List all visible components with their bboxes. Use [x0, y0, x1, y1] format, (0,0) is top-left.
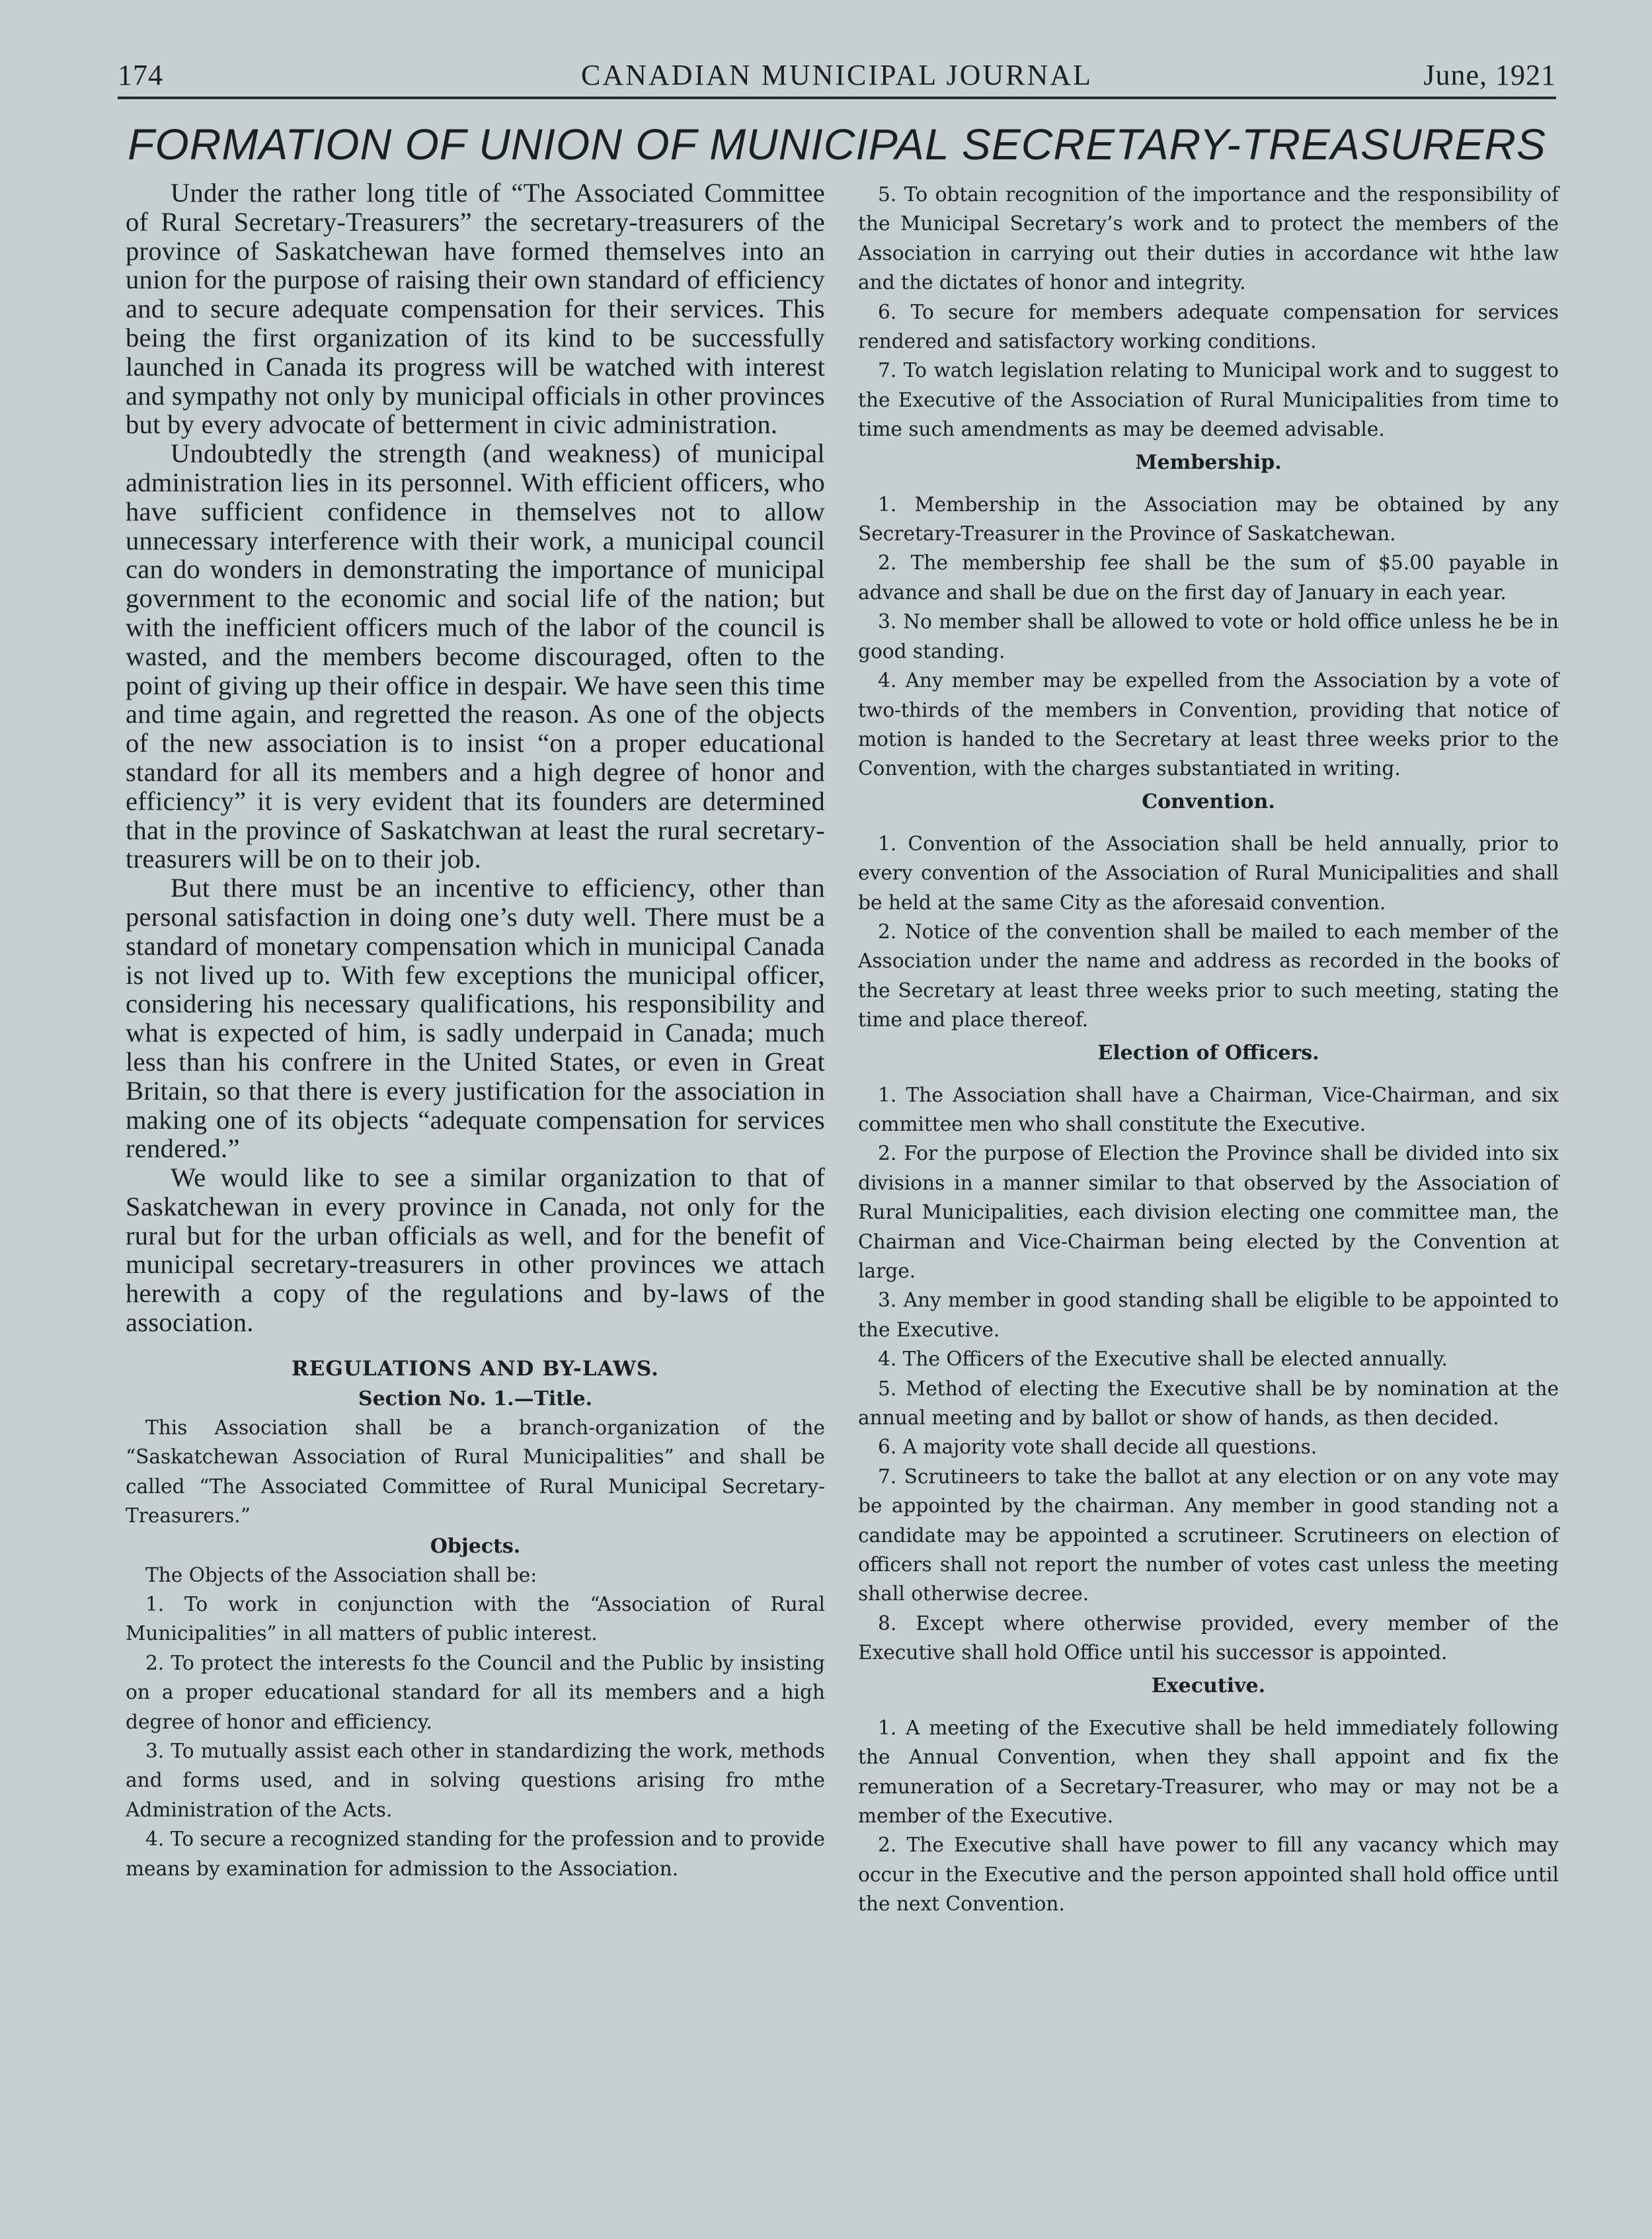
convention-item: 2. Notice of the convention shall be mailed to each member of the Association under the name and address as recorded in the books of the Secretary at least three weeks prior to such meeting, stating the time and place thereof. [858, 920, 1559, 1032]
header-rule [118, 97, 1556, 99]
object-item: 1. To work in conjunction with the “Association of Rural Municipalities” in all matters of public interest. [126, 1592, 825, 1645]
paragraph: Undoubtedly the strength (and weakness) of municipal administration lies in its personnel. With efficient officers, who have sufficient confidence in themselves not to allow unnecessary interference with their work, a municipal council can do wonders in demonstrating the importance of municipal government to the economic and social life of the nation; but with the inefficient officers much of the labor of the council is wasted, and the members become discouraged, often to the point of giving up their office in despair. We have seen this time and time again, and regretted the reason. As one of the objects of the new association is to insist “on a proper educational standard for all its members and a high degree of honor and efficiency” it is very evident that its founders are determined that in the province of Saskatchwan at least the rural secretary-treasurers will be on to their job. [126, 438, 825, 874]
page-number: 174 [118, 59, 163, 91]
executive-item: 1. A meeting of the Executive shall be held immediately following the Annual Convention, when they shall appoint and fix the remuneration of a Secretary-Treasurer, who may or may not be a member of the Executive. [858, 1716, 1559, 1827]
executive-heading: Executive. [1151, 1674, 1266, 1697]
paragraph: We would like to see a similar organization to that of Saskatchewan in every province in Canada, not only for the rural but for the urban officials as well, and for the benefit of municipal secretary-treasurers in other provinces we attach herewith a copy of the regulations and by-laws of the association. [126, 1162, 825, 1338]
executive-item: 2. The Executive shall have power to fill any vacancy which may occur in the Executive and the person appointed shall hold office until the next Convention. [858, 1834, 1559, 1916]
paragraph: But there must be an incentive to efficiency, other than personal satisfaction in doing one’s duty well. There must be a standard of monetary compensation which in municipal Canada is not lived up to. With few exceptions the municipal officer, considering his necessary qualifications, his responsibility and what is expected of him, is sadly underpaid in Canada; much less than his confrere in the United States, or even in Great Britain, so that there is every justification for the association in making one of its objects “adequate compensation for services rendered.” [126, 873, 825, 1164]
membership-item: 3. No member shall be allowed to vote or hold office unless he be in good standing. [858, 610, 1559, 663]
convention-item: 1. Convention of the Association shall be held annually, prior to every convention of the Association of Rural Municipalities and shall be held at the same City as the aforesaid convention. [858, 832, 1559, 914]
election-item: 5. Method of electing the Executive shall be by nomination at the annual meeting and by ballot or show of hands, as then decided. [858, 1377, 1559, 1430]
section-title: Section No. 1.—Title. [358, 1387, 593, 1410]
article-body [126, 179, 825, 1337]
object-item: 4. To secure a recognized standing for the profession and to provide means by examination for admission to the Association. [126, 1828, 825, 1880]
election-item: 7. Scrutineers to take the ballot at any election or on any vote may be appointed by the chairman. Any member in good standing not a candidate may be appointed a scrutineer. Scrutineers on election of officers shall not report the number of votes cast unless the meeting shall otherwise decree. [858, 1465, 1559, 1606]
objects-intro: The Objects of the Association shall be: [145, 1563, 537, 1586]
left-column [126, 179, 825, 1883]
regulations-section [126, 1357, 825, 1883]
election-item: 3. Any member in good standing shall be eligible to be appointed to the Executive. [858, 1289, 1559, 1341]
article-title: FORMATION OF UNION OF MUNICIPAL SECRETARY-TREASURERS [128, 120, 1546, 169]
object-item: 2. To protect the interests fo the Council and the Public by insisting on a proper educational standard for all its members and a high degree of honor and efficiency. [126, 1651, 825, 1733]
membership-heading: Membership. [1135, 450, 1282, 474]
election-item: 4. The Officers of the Executive shall be elected annually. [878, 1348, 1448, 1371]
election-item: 6. A majority vote shall decide all questions. [878, 1436, 1318, 1459]
right-column [858, 180, 1559, 1919]
section-text: This Association shall be a branch-organization of the “Saskatchewan Association of Rural Municipalities” and shall be called “The Associated Committee of Rural Municipal Secretary-Treasurers.” [126, 1416, 825, 1527]
paragraph: Under the rather long title of “The Associated Committee of Rural Secretary-Treasurers” the secretary-treasurers of the province of Saskatchewan have formed themselves into an union for the purpose of raising their own standard of efficiency and to secure adequate compensation for their services. This being the first organization of its kind to be successfully launched in Canada its progress will be watched with interest and sympathy not only by municipal officials in other provinces but by every advocate of betterment in civic administration. [126, 178, 825, 440]
journal-name: CANADIAN MUNICIPAL JOURNAL [581, 59, 1093, 91]
membership-item: 1. Membership in the Association may be obtained by any Secretary-Treasurer in the Province of Saskatchewan. [858, 493, 1559, 546]
election-item: 8. Except where otherwise provided, every member of the Executive shall hold Office until his successor is appointed. [858, 1611, 1559, 1664]
membership-item: 2. The membership fee shall be the sum of $5.00 payable in advance and shall be due on the first day of January in each year. [858, 551, 1559, 604]
object-item: 5. To obtain recognition of the importance and the responsibility of the Municipal Secretary’s work and to protect the members of the Association in carrying out their duties in accordance wit hthe law and the dictates of honor and integrity. [858, 183, 1559, 294]
election-heading: Election of Officers. [1097, 1041, 1319, 1065]
election-item: 2. For the purpose of Election the Province shall be divided into six divisions in a manner similar to that observed by the Association of Rural Municipalities, each division electing one committee man, the Chairman and Vice-Chairman being elected by the Convention at large. [858, 1142, 1559, 1282]
election-item: 1. The Association shall have a Chairman, Vice-Chairman, and six committee men who shall constitute the Executive. [858, 1083, 1559, 1135]
objects-heading: Objects. [430, 1534, 521, 1558]
regulations-heading: REGULATIONS AND BY-LAWS. [292, 1356, 659, 1381]
object-item: 6. To secure for members adequate compensation for services rendered and satisfactory working conditions. [858, 300, 1559, 353]
object-item: 3. To mutually assist each other in standardizing the work, methods and forms used, and in solving questions arising fro mthe Administration of the Acts. [126, 1739, 825, 1821]
issue-date: June, 1921 [1423, 59, 1556, 91]
convention-heading: Convention. [1142, 790, 1275, 813]
object-item: 7. To watch legislation relating to Municipal work and to suggest to the Executive of the Association of Rural Municipalities from time to time such amendments as may be deemed advisable. [858, 359, 1559, 441]
page-header [118, 58, 1556, 98]
membership-item: 4. Any member may be expelled from the Association by a vote of two-thirds of the members in Convention, providing that notice of motion is handed to the Secretary at least three weeks prior to the Convention, with the charges substantiated in writing. [858, 669, 1559, 780]
